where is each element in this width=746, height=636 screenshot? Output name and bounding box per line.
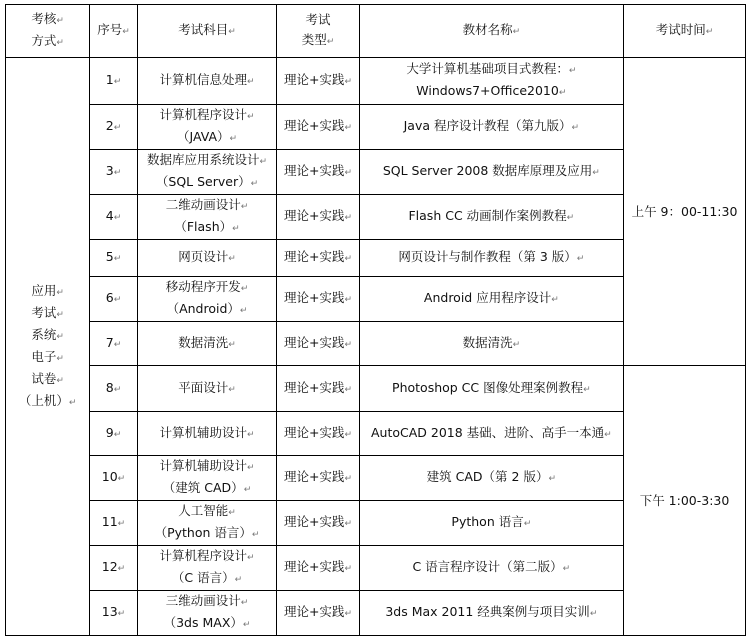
exam-type: 理论+实践↵ — [277, 105, 359, 150]
row-number: 1↵ — [90, 58, 138, 105]
header-type: 考试 类型↵ — [277, 5, 359, 58]
exam-subject: 数据库应用系统设计↵ （SQL Server）↵ — [137, 150, 276, 195]
exam-method-cell: 应用↵ 考试↵ 系统↵ 电子↵ 试卷↵ （上机）↵ — [6, 58, 90, 636]
row-number: 11↵ — [90, 501, 138, 546]
exam-type: 理论+实践↵ — [277, 322, 359, 366]
exam-time-morning: 上午 9：00-11:30 — [624, 58, 746, 366]
exam-subject: 平面设计↵ — [137, 366, 276, 412]
exam-time-afternoon: 下午 1:00-3:30 — [624, 366, 746, 636]
textbook-name: 大学计算机基础项目式教程：↵ Windows7+Office2010↵ — [359, 58, 623, 105]
exam-subject: 人工智能↵ （Python 语言）↵ — [137, 501, 276, 546]
textbook-name: 3ds Max 2011 经典案例与项目实训↵ — [359, 591, 623, 636]
header-method: 考核↵ 方式↵ — [6, 5, 90, 58]
table-row — [6, 366, 746, 412]
textbook-name: C 语言程序设计（第二版）↵ — [359, 546, 623, 591]
exam-type: 理论+实践↵ — [277, 150, 359, 195]
row-number: 10↵ — [90, 456, 138, 501]
exam-subject: 网页设计↵ — [137, 240, 276, 277]
textbook-name: 建筑 CAD（第 2 版）↵ — [359, 456, 623, 501]
textbook-name: 网页设计与制作教程（第 3 版）↵ — [359, 240, 623, 277]
exam-type: 理论+实践↵ — [277, 240, 359, 277]
textbook-name: SQL Server 2008 数据库原理及应用↵ — [359, 150, 623, 195]
exam-type: 理论+实践↵ — [277, 501, 359, 546]
row-number: 9↵ — [90, 412, 138, 456]
row-number: 6↵ — [90, 277, 138, 322]
row-number: 4↵ — [90, 195, 138, 240]
exam-type: 理论+实践↵ — [277, 456, 359, 501]
textbook-name: AutoCAD 2018 基础、进阶、高手一本通↵ — [359, 412, 623, 456]
header-no: 序号↵ — [90, 5, 138, 58]
exam-subject: 计算机辅助设计↵ — [137, 412, 276, 456]
exam-type: 理论+实践↵ — [277, 277, 359, 322]
exam-type: 理论+实践↵ — [277, 58, 359, 105]
exam-subject: 移动程序开发↵ （Android）↵ — [137, 277, 276, 322]
exam-type: 理论+实践↵ — [277, 591, 359, 636]
row-number: 13↵ — [90, 591, 138, 636]
textbook-name: Photoshop CC 图像处理案例教程↵ — [359, 366, 623, 412]
textbook-name: Python 语言↵ — [359, 501, 623, 546]
textbook-name: Android 应用程序设计↵ — [359, 277, 623, 322]
table-body — [6, 5, 746, 636]
exam-type: 理论+实践↵ — [277, 195, 359, 240]
exam-subject: 三维动画设计↵ （3ds MAX）↵ — [137, 591, 276, 636]
textbook-name: Java 程序设计教程（第九版）↵ — [359, 105, 623, 150]
exam-type: 理论+实践↵ — [277, 546, 359, 591]
row-number: 2↵ — [90, 105, 138, 150]
row-number: 7↵ — [90, 322, 138, 366]
exam-type: 理论+实践↵ — [277, 366, 359, 412]
row-number: 5↵ — [90, 240, 138, 277]
exam-subject: 计算机程序设计↵ （C 语言）↵ — [137, 546, 276, 591]
row-number: 12↵ — [90, 546, 138, 591]
textbook-name: 数据清洗↵ — [359, 322, 623, 366]
header-row — [6, 5, 746, 58]
row-number: 3↵ — [90, 150, 138, 195]
header-textbook: 教材名称↵ — [359, 5, 623, 58]
row-number: 8↵ — [90, 366, 138, 412]
exam-subject: 数据清洗↵ — [137, 322, 276, 366]
exam-subject: 计算机信息处理↵ — [137, 58, 276, 105]
exam-schedule-table — [5, 4, 746, 636]
exam-subject: 计算机辅助设计↵ （建筑 CAD）↵ — [137, 456, 276, 501]
header-subject: 考试科目↵ — [137, 5, 276, 58]
header-time: 考试时间↵ — [624, 5, 746, 58]
table-row — [6, 58, 746, 105]
textbook-name: Flash CC 动画制作案例教程↵ — [359, 195, 623, 240]
exam-type: 理论+实践↵ — [277, 412, 359, 456]
exam-subject: 计算机程序设计↵ （JAVA）↵ — [137, 105, 276, 150]
exam-subject: 二维动画设计↵ （Flash）↵ — [137, 195, 276, 240]
